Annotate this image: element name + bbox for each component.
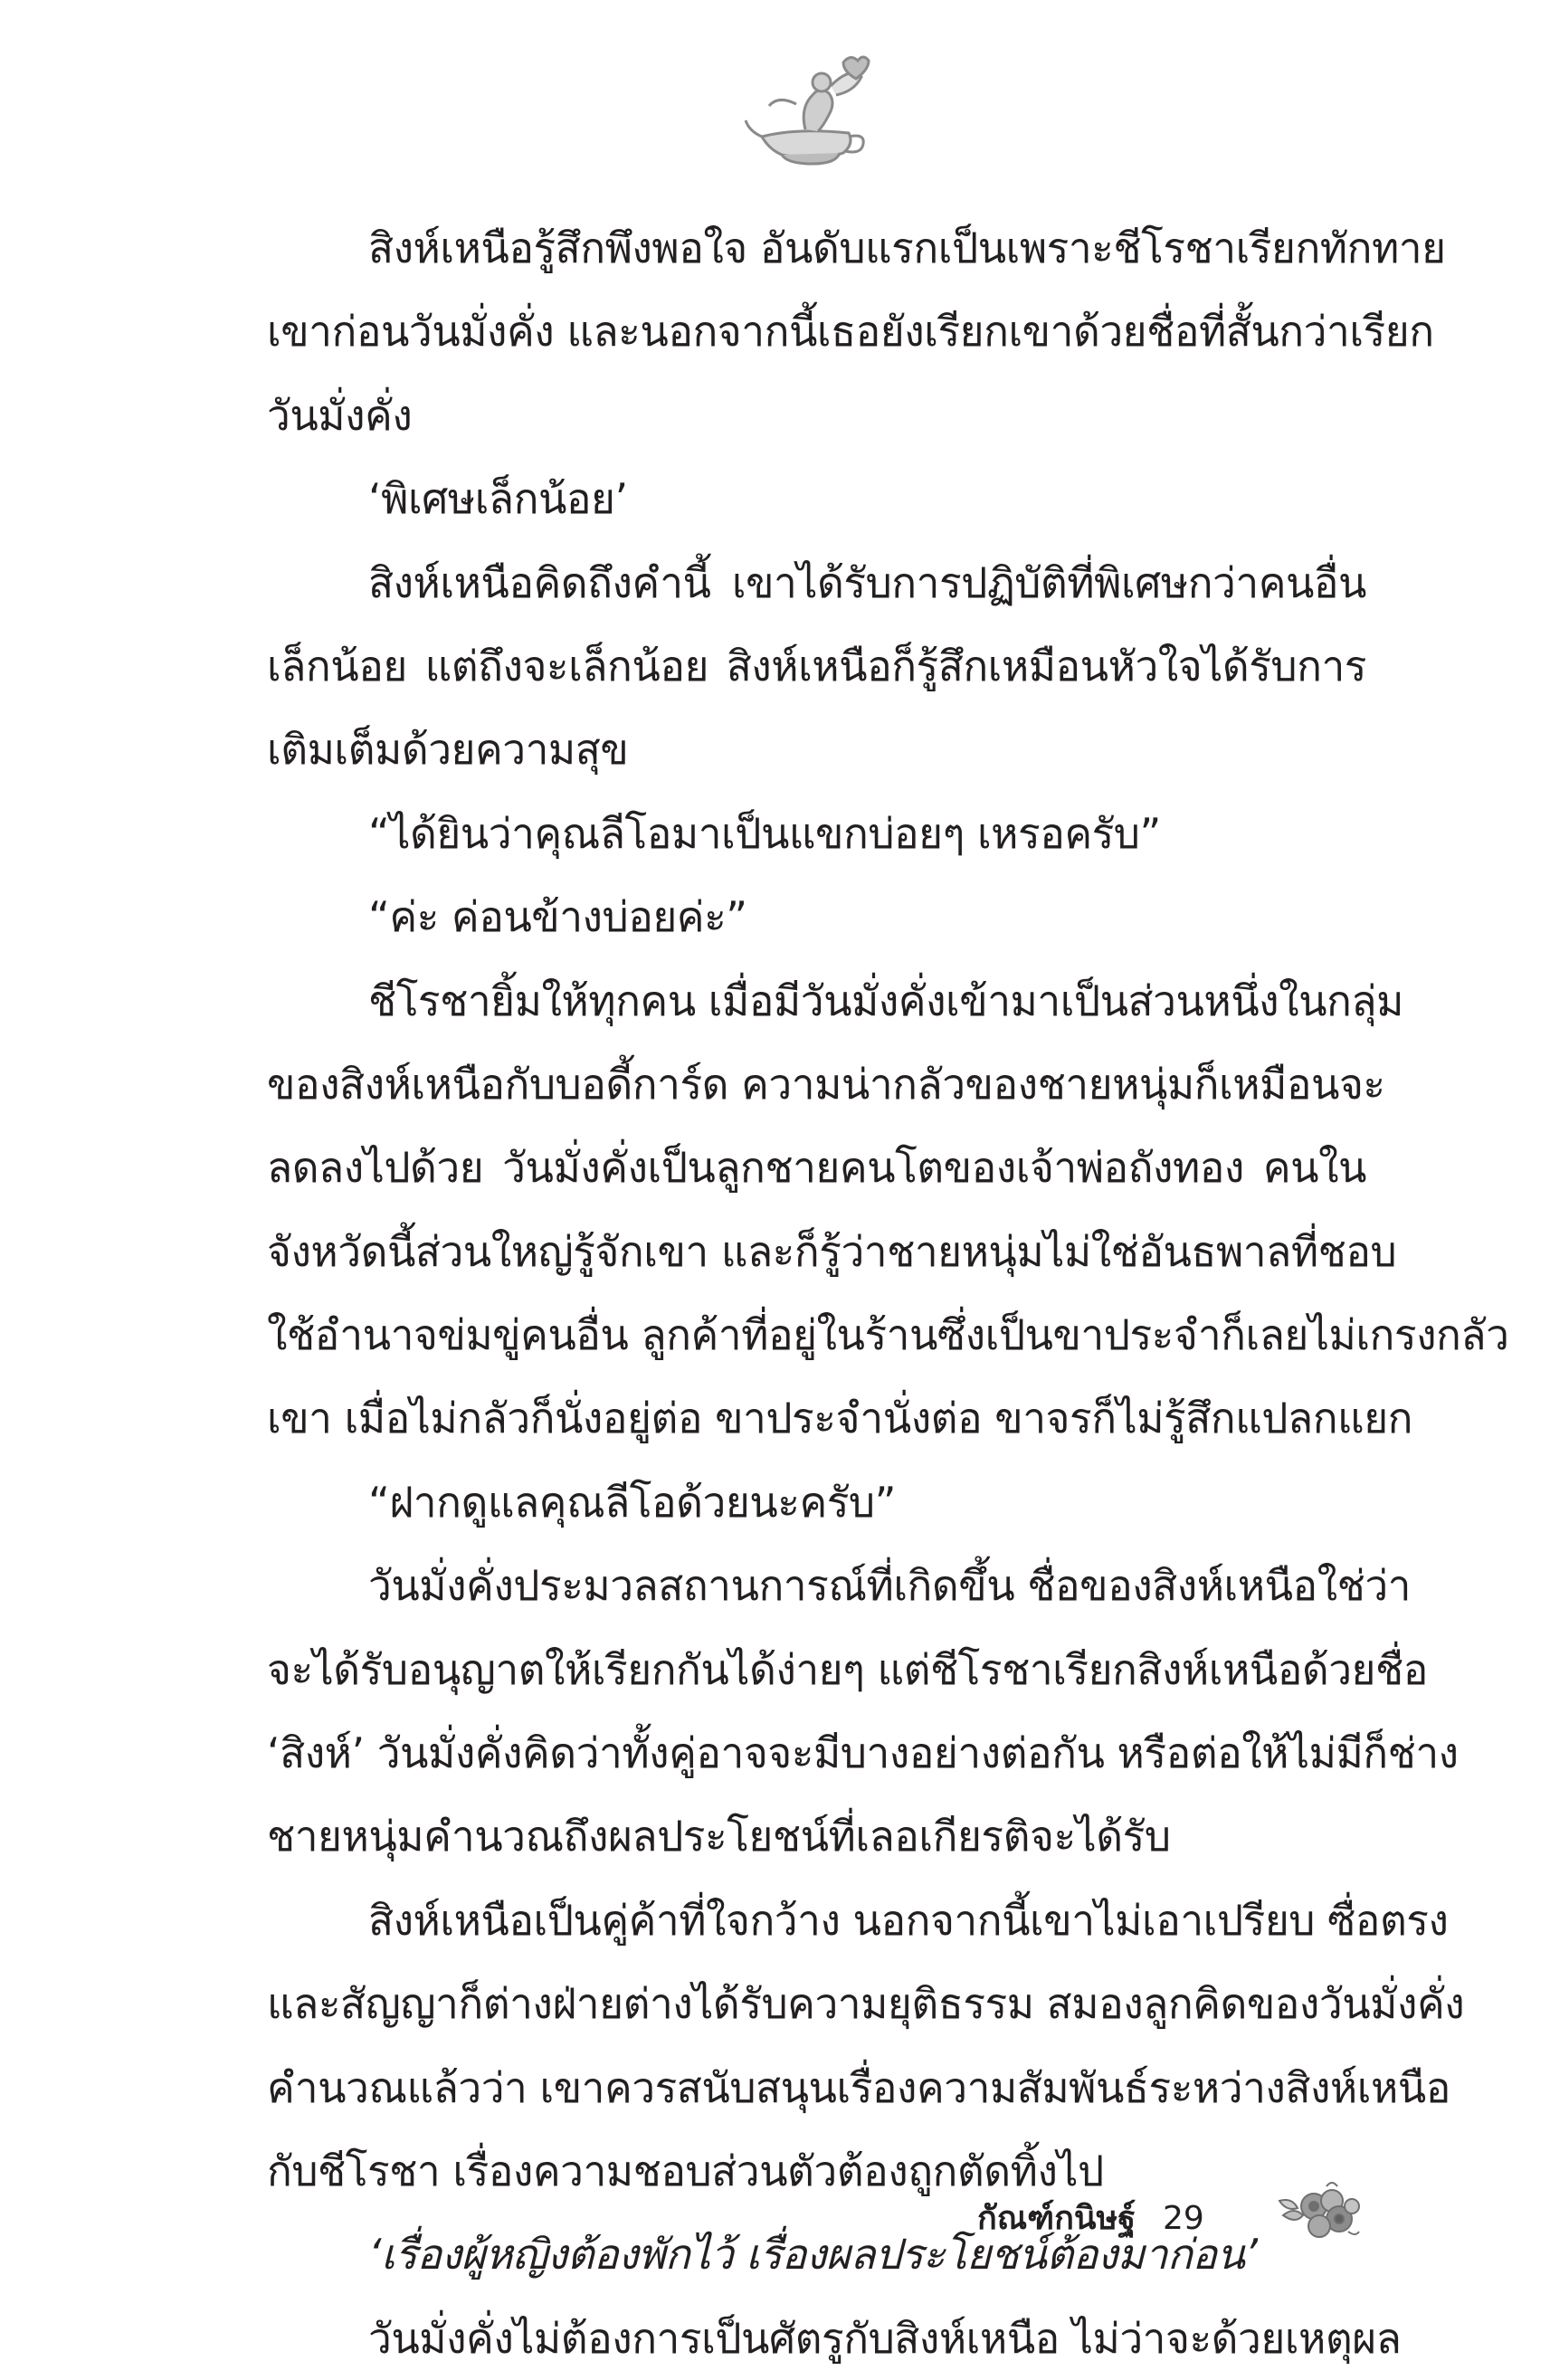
paragraph-line: สิงห์เหนือคิดถึงคำนี้ เขาได้รับการปฏิบัติที่พิเศษกว่าคนอื่น <box>368 557 1366 607</box>
dialogue-line: “ได้ยินว่าคุณลีโอมาเป็นแขกบ่อยๆ เหรอครับ” <box>368 808 1161 858</box>
paragraph-line: ‘พิเศษเล็กน้อย’ <box>368 474 628 524</box>
dialogue-line: “ฝากดูแลคุณลีโอด้วยนะครับ” <box>368 1477 896 1527</box>
paragraph-line: ‘สิงห์’ วันมั่งคั่งคิดว่าทั้งคู่อาจจะมีบางอย่างต่อกัน หรือต่อให้ไม่มีก็ช่าง <box>267 1728 1459 1778</box>
paragraph-line: เขา เมื่อไม่กลัวก็นั่งอยู่ต่อ ขาประจำนั่งต่อ ขาจรก็ไม่รู้สึกแปลกแยก <box>267 1394 1412 1443</box>
paragraph-line: ชีโรชายิ้มให้ทุกคน เมื่อมีวันมั่งคั่งเข้ามาเป็นส่วนหนึ่งในกลุ่ม <box>368 976 1403 1025</box>
paragraph-line: จะได้รับอนุญาตให้เรียกกันได้ง่ายๆ แต่ชีโรชาเรียกสิงห์เหนือด้วยชื่อ <box>267 1644 1428 1694</box>
paragraph-line: เติมเต็มด้วยความสุข <box>267 725 629 775</box>
paragraph-line: คำนวณแล้วว่า เขาควรสนับสนุนเรื่องความสัมพันธ์ระหว่างสิงห์เหนือ <box>267 2062 1450 2112</box>
paragraph-line: วันมั่งคั่ง <box>267 390 413 440</box>
paragraph-line: จังหวัดนี้ส่วนใหญ่รู้จักเขา และก็รู้ว่าชายหนุ่มไม่ใช่อันธพาลที่ชอบ <box>267 1226 1397 1276</box>
paragraph-line: ใช้อำนาจข่มขู่คนอื่น ลูกค้าที่อยู่ในร้านซึ่งเป็นขาประจำก็เลยไม่เกรงกลัว <box>267 1310 1509 1360</box>
paragraph-line: และสัญญาก็ต่างฝ่ายต่างได้รับความยุติธรรม สมองลูกคิดของวันมั่งคั่ง <box>267 1979 1465 2029</box>
paragraph-line: วันมั่งคั่งประมวลสถานการณ์ที่เกิดขึ้น ชื่อของสิงห์เหนือใช่ว่า <box>368 1561 1411 1611</box>
paragraph-line: ของสิงห์เหนือกับบอดี้การ์ด ความน่ากลัวของชายหนุ่มก็เหมือนจะ <box>267 1059 1385 1109</box>
paragraph-line: ลดลงไปด้วย วันมั่งคั่งเป็นลูกชายคนโตของเจ้าพ่อถังทอง คนใน <box>267 1143 1366 1193</box>
flower-bouquet-icon <box>1276 2179 1362 2244</box>
body-text <box>267 206 1509 2380</box>
paragraph-line: กับชีโรชา เรื่องความชอบส่วนตัวต้องถูกตัดทิ้งไป <box>267 2146 1104 2195</box>
footer-book-title: กัณฑ์กนิษฐ์ <box>977 2200 1136 2237</box>
paragraph-line: สิงห์เหนือเป็นคู่ค้าที่ใจกว้าง นอกจากนี้เขาไม่เอาเปรียบ ซื่อตรง <box>368 1895 1449 1945</box>
paragraph-line: เล็กน้อย แต่ถึงจะเล็กน้อย สิงห์เหนือก็รู้สึกเหมือนหัวใจได้รับการ <box>267 641 1366 690</box>
paragraph-line: ชายหนุ่มคำนวณถึงผลประโยชน์ที่เลอเกียรติจะได้รับ <box>267 1812 1171 1861</box>
thought-line: ‘เรื่องผู้หญิงต้องพักไว้ เรื่องผลประโยชน์ต้องมาก่อน’ <box>368 2230 1258 2280</box>
dialogue-line: “ค่ะ ค่อนข้างบ่อยค่ะ” <box>368 892 747 942</box>
teapot-cherub-icon <box>742 50 878 176</box>
paragraph-line: เขาก่อนวันมั่งคั่ง และนอกจากนี้เธอยังเรียกเขาด้วยชื่อที่สั้นกว่าเรียก <box>267 307 1434 357</box>
paragraph-line: วันมั่งคั่งไม่ต้องการเป็นศัตรูกับสิงห์เหนือ ไม่ว่าจะด้วยเหตุผล <box>368 2313 1402 2363</box>
paragraph-line: สิงห์เหนือรู้สึกพึงพอใจ อันดับแรกเป็นเพราะชีโรชาเรียกทักทาย <box>368 224 1446 272</box>
footer-page-number: 29 <box>1163 2200 1204 2237</box>
